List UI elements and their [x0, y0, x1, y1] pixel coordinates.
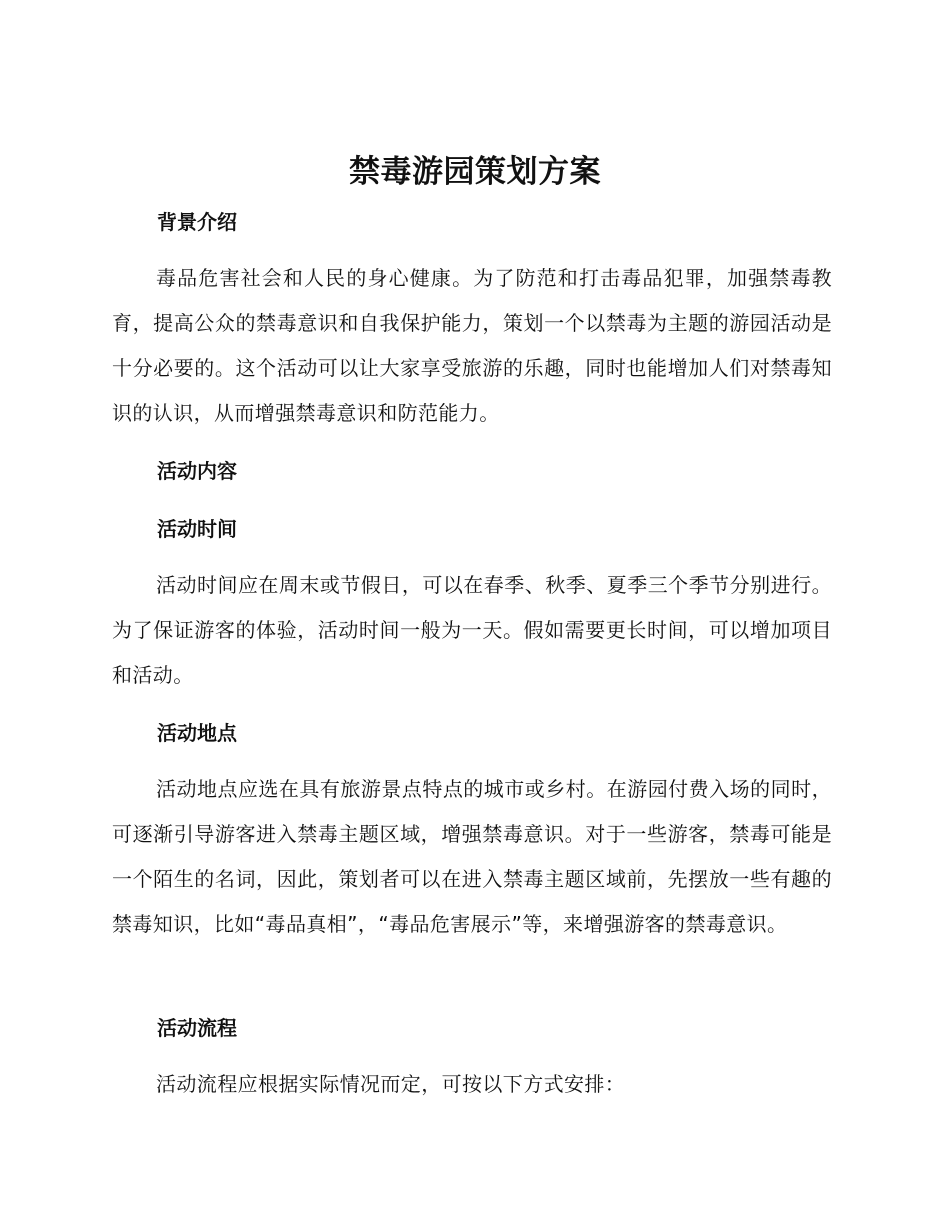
paragraph-process: 活动流程应根据实际情况而定，可按以下方式安排：	[156, 1072, 626, 1096]
paragraph-time: 活动时间应在周末或节假日，可以在春季、秋季、夏季三个季节分别进行。为了保证游客的体验，活动时间一般为一天。假如需要更长时间，可以增加项目和活动。	[112, 573, 832, 687]
paragraph-location: 活动地点应选在具有旅游景点特点的城市或乡村。在游园付费入场的同时，可逐渐引导游客进入禁毒主题区域，增强禁毒意识。对于一些游客，禁毒可能是一个陌生的名词，因此，策划者可以在进入禁毒主题区域前，先摆放一些有趣的禁毒知识，比如“毒品真相”，“毒品危害展示”等，来增强游客的禁毒意识。	[112, 777, 832, 936]
paragraph-background: 毒品危害社会和人民的身心健康。为了防范和打击毒品犯罪，加强禁毒教育，提高公众的禁毒意识和自我保护能力，策划一个以禁毒为主题的游园活动是十分必要的。这个活动可以让大家享受旅游的乐趣，同时也能增加人们对禁毒知识的认识，从而增强禁毒意识和防范能力。	[112, 266, 832, 425]
section-heading-time: 活动时间	[157, 517, 237, 541]
section-heading-background: 背景介绍	[157, 210, 237, 234]
document-title: 禁毒游园策划方案	[349, 154, 601, 190]
section-heading-content: 活动内容	[157, 459, 237, 483]
section-heading-location: 活动地点	[157, 721, 237, 745]
section-heading-process: 活动流程	[157, 1016, 237, 1040]
